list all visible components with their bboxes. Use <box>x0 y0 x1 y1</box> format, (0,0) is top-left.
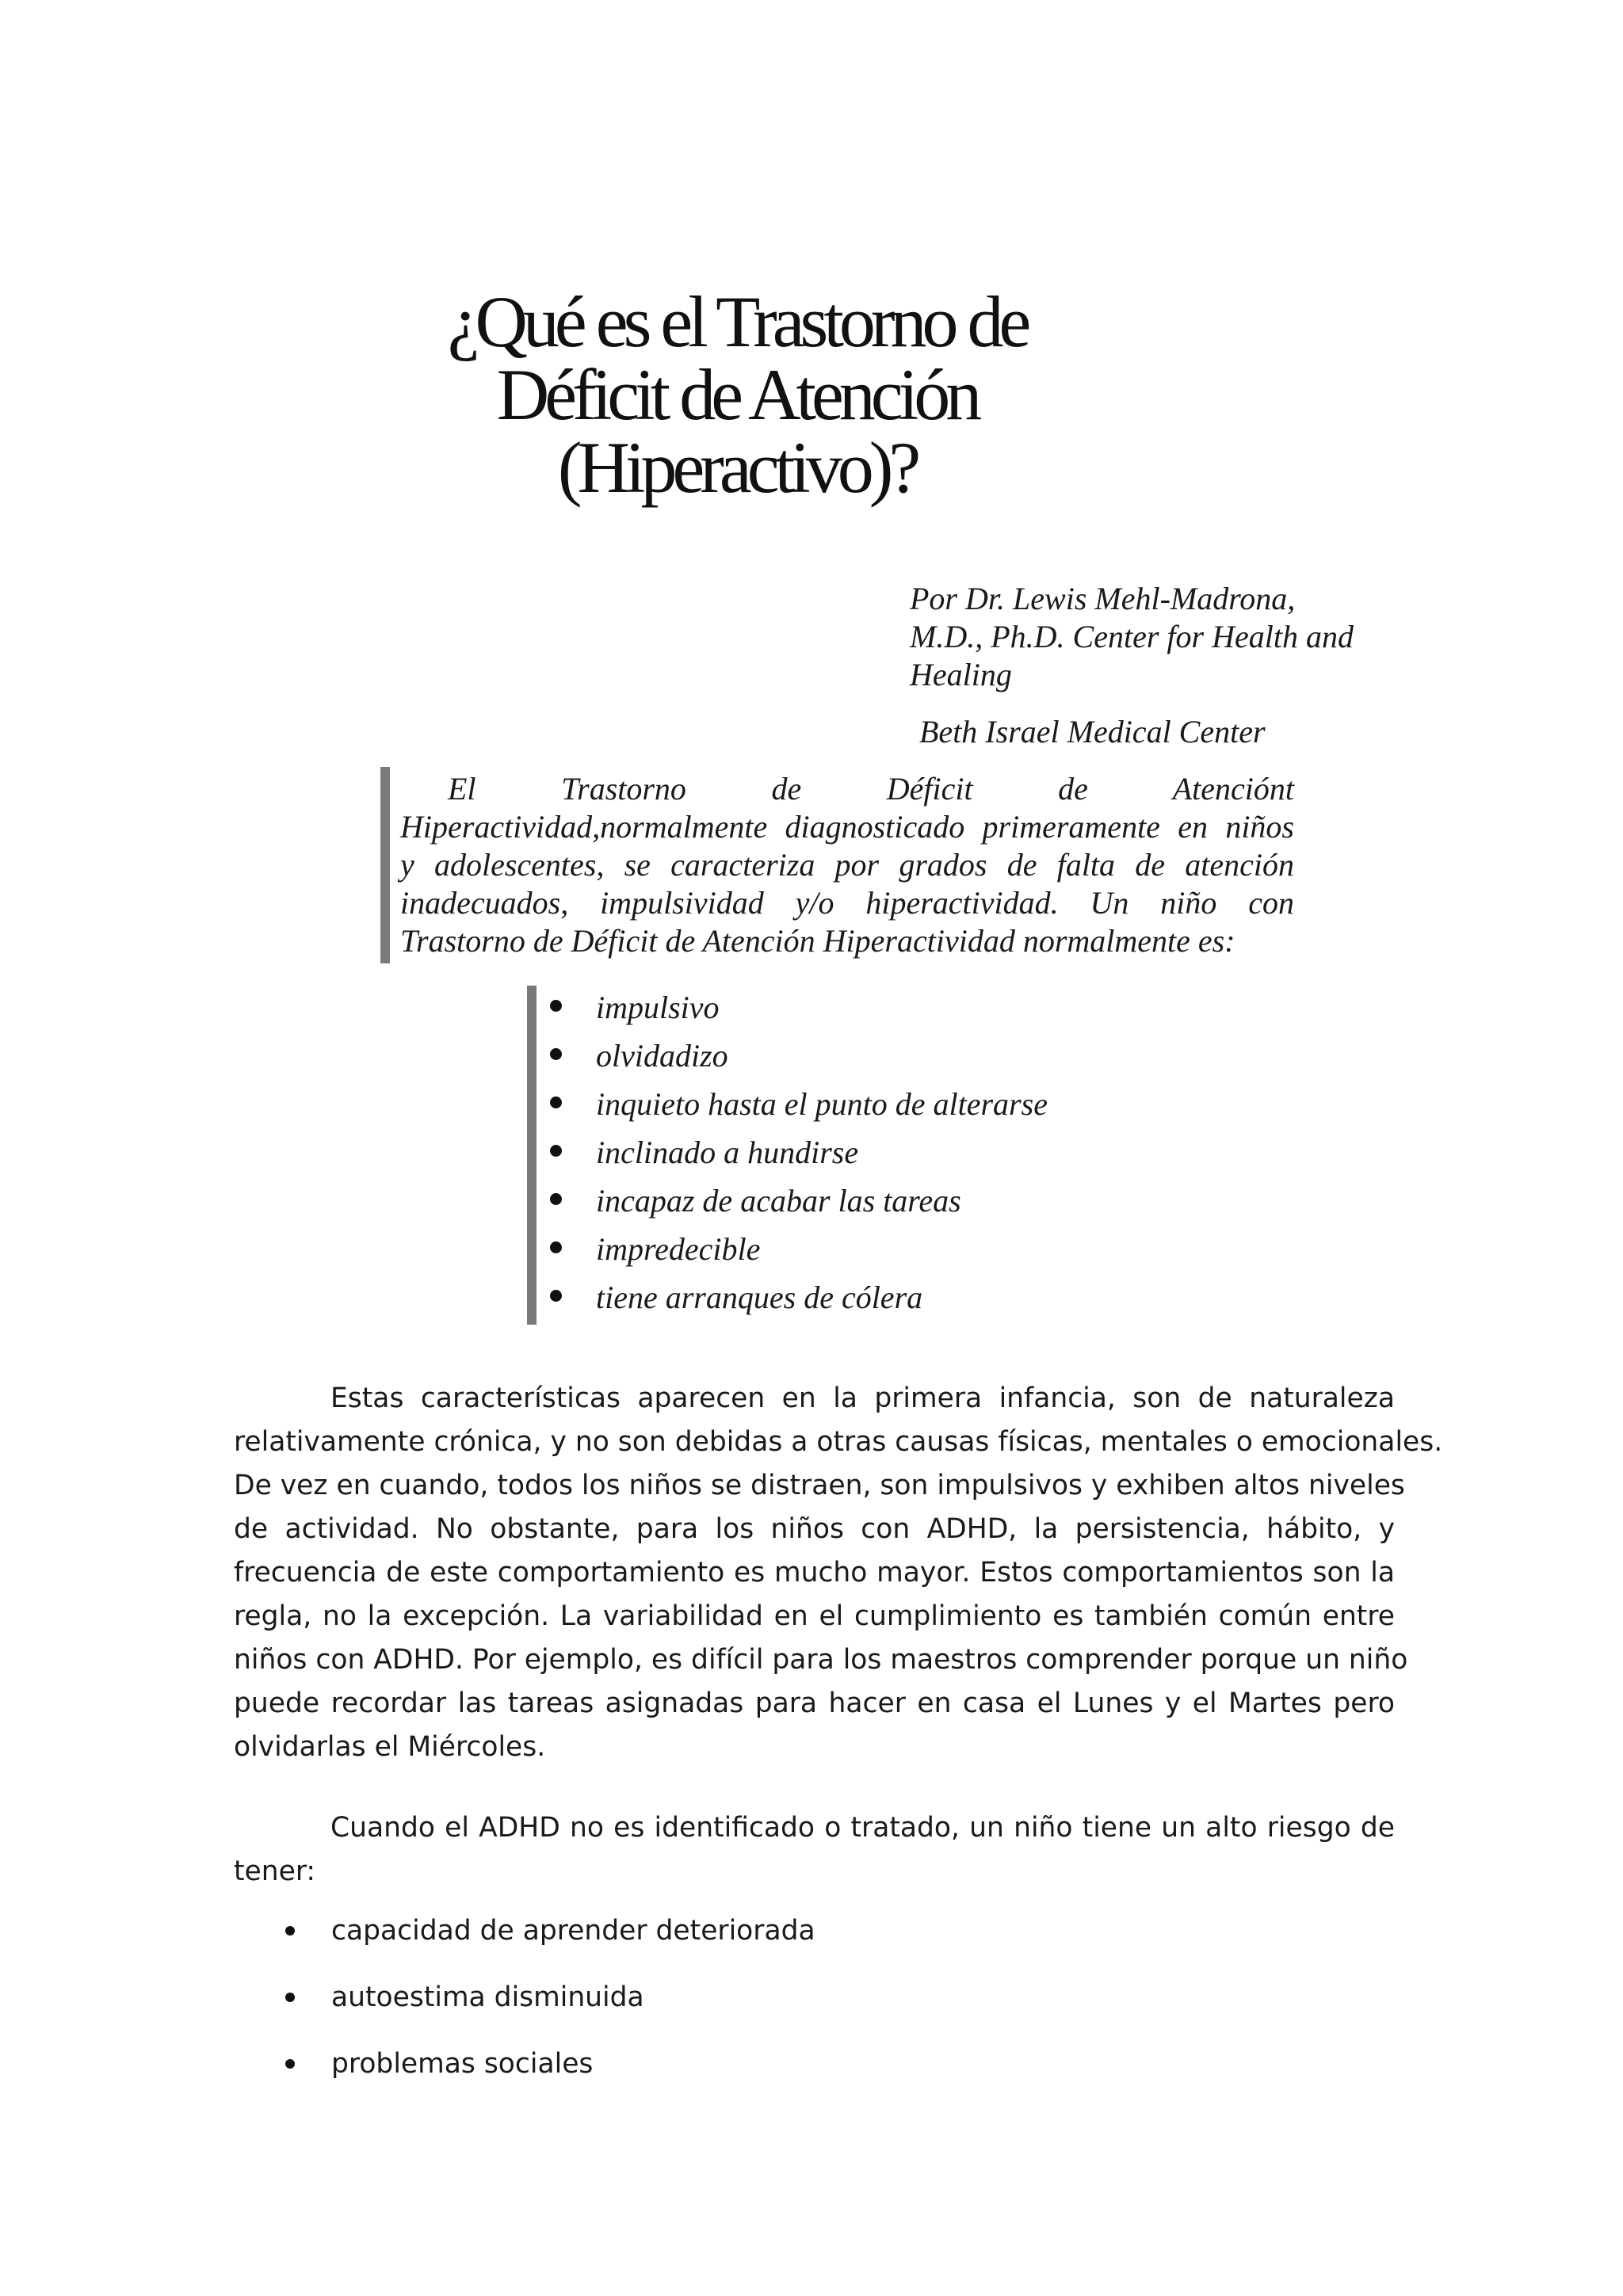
list-item <box>547 1230 1048 1279</box>
list-item-text: inclinado a hundirse <box>596 1135 859 1170</box>
bullet-icon <box>285 1926 295 1936</box>
title-line: ¿Qué es el Trastorno de <box>447 281 1027 362</box>
title-line: Déficit de Atención <box>496 354 978 435</box>
bullet-icon <box>550 1241 562 1253</box>
list-item <box>547 1279 1048 1327</box>
list-item-text: impulsivo <box>596 990 720 1025</box>
list-item <box>547 1085 1048 1134</box>
paragraph-line: Estas características aparecen en la primera infancia, son de naturaleza <box>330 1383 1395 1414</box>
body-paragraph <box>234 1377 1443 1769</box>
page-title <box>396 281 1078 508</box>
paragraph-line: olvidarlas el Miércoles. <box>234 1731 546 1763</box>
list-item-text: inquieto hasta el punto de alterarse <box>596 1086 1048 1122</box>
paragraph-line: Cuando el ADHD no es identificado o tratado, un niño tiene un alto riesgo de <box>330 1812 1395 1844</box>
traits-bar <box>527 986 537 1325</box>
paragraph-line: niños con ADHD. Por ejemplo, es difícil para los maestros comprender porque un niño <box>234 1644 1408 1676</box>
traits-list <box>547 989 1048 1327</box>
body-paragraph <box>234 1806 1395 1894</box>
paragraph-line: De vez en cuando, todos los niños se distraen, son impulsivos y exhiben altos niveles <box>234 1470 1405 1501</box>
author-affiliation: Beth Israel Medical Center <box>919 714 1266 749</box>
author-byline <box>910 580 1401 694</box>
list-item <box>277 1909 815 1976</box>
list-item-text: capacidad de aprender deteriorada <box>331 1915 815 1947</box>
list-item-text: problemas sociales <box>331 2048 594 2080</box>
paragraph-line: regla, no la excepción. La variabilidad en el cumplimiento es también común entre <box>234 1600 1395 1632</box>
bullet-icon <box>550 1097 562 1108</box>
bullet-icon <box>550 1193 562 1205</box>
paragraph-line: tener: <box>234 1855 316 1887</box>
bullet-icon <box>550 1290 562 1302</box>
list-item <box>547 989 1048 1037</box>
bullet-icon <box>550 1000 562 1012</box>
quote-line: Hiperactividad,normalmente diagnosticado primeramente en niños <box>400 809 1294 845</box>
paragraph-line: relativamente crónica, y no son debidas a otras causas físicas, mentales o emocionales. <box>234 1426 1443 1458</box>
bullet-icon <box>285 1993 295 2002</box>
intro-quote <box>400 770 1294 960</box>
list-item-text: tiene arranques de cólera <box>596 1280 923 1315</box>
bullet-icon <box>550 1048 562 1060</box>
list-item <box>547 1182 1048 1230</box>
risks-list <box>277 1909 815 2109</box>
bullet-icon <box>285 2059 295 2069</box>
paragraph-line: de actividad. No obstante, para los niños con ADHD, la persistencia, hábito, y <box>234 1513 1395 1545</box>
list-item-text: incapaz de acabar las tareas <box>596 1183 961 1219</box>
title-line: (Hiperactivo)? <box>557 427 917 508</box>
quote-line: El Trastorno de Déficit de Atenciónt <box>448 771 1294 807</box>
list-item-text: olvidadizo <box>596 1038 728 1074</box>
byline-line: M.D., Ph.D. Center for Health and <box>910 619 1354 654</box>
quote-line: inadecuados, impulsividad y/o hiperactividad. Un niño con <box>400 885 1294 921</box>
byline-line: Por Dr. Lewis Mehl-Madrona, <box>910 581 1296 616</box>
list-item-text: impredecible <box>596 1231 761 1267</box>
bullet-icon <box>550 1145 562 1157</box>
byline-line: Healing <box>910 657 1012 692</box>
quote-bar <box>380 767 390 963</box>
list-item <box>277 2042 815 2109</box>
paragraph-line: frecuencia de este comportamiento es mucho mayor. Estos comportamientos son la <box>234 1557 1395 1589</box>
quote-line: Trastorno de Déficit de Atención Hiperactividad normalmente es: <box>400 923 1235 959</box>
list-item <box>547 1134 1048 1182</box>
list-item <box>547 1037 1048 1085</box>
paragraph-line: puede recordar las tareas asignadas para hacer en casa el Lunes y el Martes pero <box>234 1688 1395 1719</box>
quote-line: y adolescentes, se caracteriza por grados de falta de atención <box>400 847 1294 883</box>
list-item-text: autoestima disminuida <box>331 1981 644 2013</box>
list-item <box>277 1976 815 2042</box>
